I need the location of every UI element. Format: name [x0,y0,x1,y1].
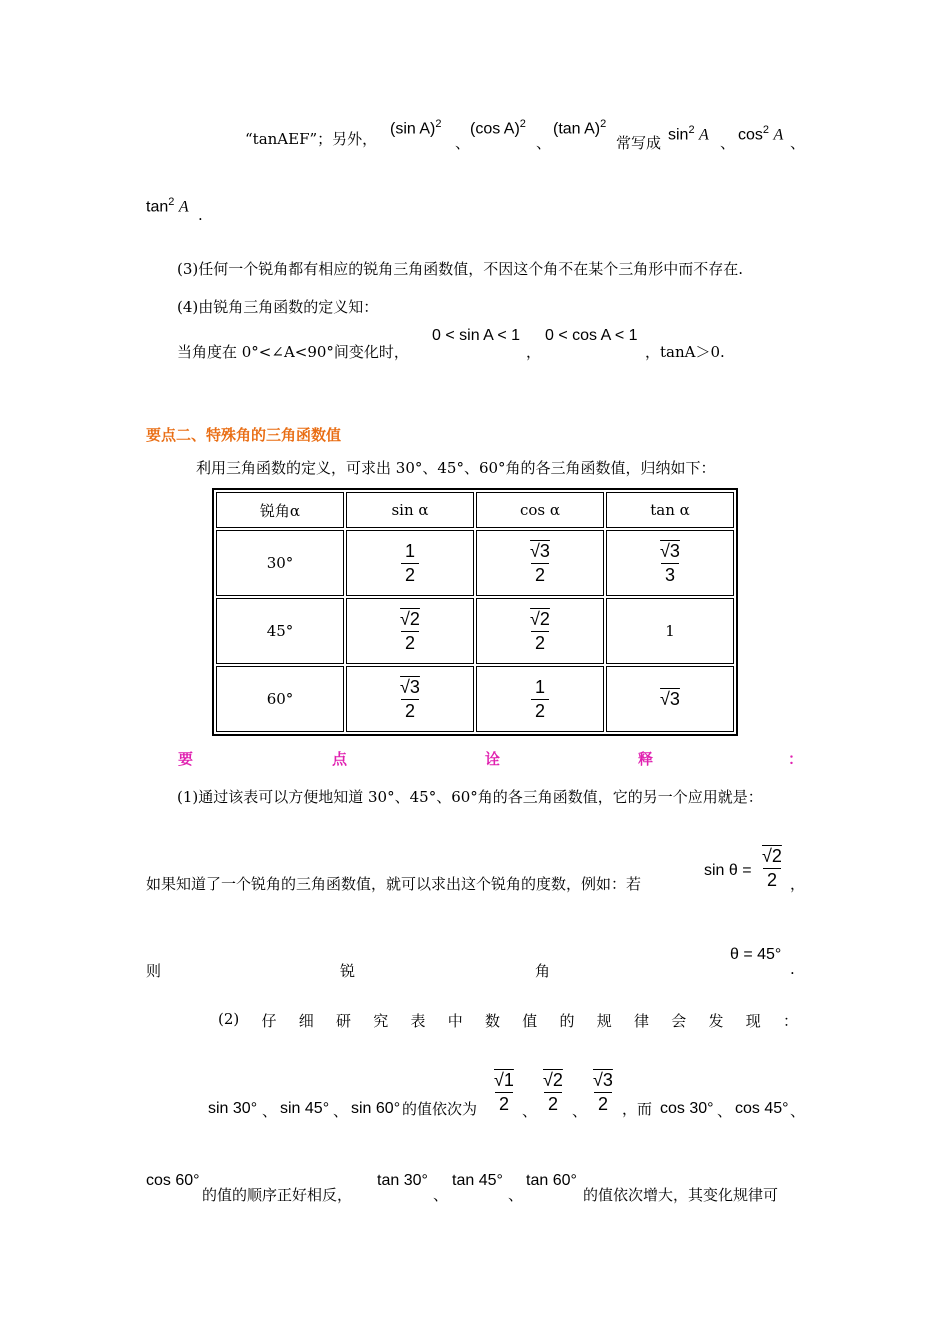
notes-heading-char: 点 [332,750,348,768]
expr-sin-theta: sin θ = [704,862,752,879]
expr-sin30: sin 30° [208,1100,258,1117]
para-3: (3)任何一个锐角都有相应的锐角三角函数值，不因这个角不在某个三角形中而不存在. [177,260,744,278]
para-5-text: 当角度在 0°<∠A<90°间变化时， [177,343,409,361]
expr-sin2A: $\sin^2 A$ [668,124,709,144]
sep: 、 [572,1102,588,1120]
expr-theta-45: θ = 45° [730,946,782,963]
fraction: $\frac{√3}{2}$ [593,1070,613,1114]
text: 的值的顺序正好相反， [202,1186,353,1204]
note-1: (1)通过该表可以方便地知道 30°、45°、60°角的各三角函数值，它的另一个应用就是： [177,788,763,806]
written-as: 常写成 [616,134,662,152]
header-angle: 锐角α [216,492,344,528]
angle-45: 45° [216,598,344,664]
table-row [216,598,734,664]
header-tan: tan α [606,492,734,528]
expr-tan45: tan 45° [452,1172,503,1189]
fraction: $\frac{√3}{2}$ [530,540,550,585]
para-4: (4)由锐角三角函数的定义知： [177,298,379,316]
tan-45: 1 [606,598,734,664]
tan-positive: ，tanA＞0. [645,343,725,361]
sep: 、 [536,134,552,152]
expr-cos60: cos 60° [146,1172,200,1189]
expr-cos30: cos 30° [660,1100,714,1117]
expr-tanA-sq: (tan A)$^2$ [553,118,607,138]
fraction: $\frac{√1}{2}$ [494,1070,514,1114]
notes-heading-char: 释 [638,750,654,768]
note-1b: 如果知道了一个锐角的三角函数值，就可以求出这个锐角的度数，例如：若 [146,875,642,893]
ineq-cos: 0 < cos A < 1 [545,327,638,344]
ineq-sin: 0 < sin A < 1 [432,327,521,344]
header-cos: cos α [476,492,604,528]
expr-cosA-sq: (cos A)$^2$ [470,118,526,138]
fraction: $\frac{√2}{2}$ [400,608,420,653]
word: 锐 [340,962,356,980]
period: . [790,960,795,978]
comma: ， [526,343,542,361]
sep: 、 [508,1186,524,1204]
sep: 、 [333,1102,349,1120]
expr-sinA-sq: (sin A)$^2$ [390,118,442,138]
word: 则 [146,962,162,980]
expr-tan60: tan 60° [526,1172,577,1189]
quote-text: “tanAEF”；另外， [245,130,378,148]
fraction: $\frac{1}{2}$ [531,677,549,722]
sep: 、 [455,134,471,152]
trig-table [212,488,738,736]
fraction: $\frac{√3}{2}$ [400,676,420,721]
notes-heading-char: ： [788,750,804,768]
line-tanaef [245,128,377,149]
sep: 、 [717,1102,733,1120]
table-row [216,530,734,596]
text: ，而 [622,1100,653,1118]
period: . [198,206,203,224]
angle-60: 60° [216,666,344,732]
note-2: (2) 仔 细 研 究 表 中 数 值 的 规 律 会 发 现 ： [218,1010,798,1030]
sep: 、 [720,134,736,152]
expr-tan2A: $\tan^2 A$ [146,196,189,216]
text: 的值依次增大，其变化规律可 [583,1186,779,1204]
notes-heading-char: 诠 [485,750,501,768]
text: 的值依次为 [402,1100,478,1118]
header-sin: sin α [346,492,474,528]
sep: 、 [522,1102,538,1120]
sep: 、 [262,1102,278,1120]
tan-60: √3 [606,666,734,732]
fraction: $\frac{1}{2}$ [401,541,419,586]
fraction: $\frac{√2}{2}$ [543,1070,563,1114]
expr-sin45: sin 45° [280,1100,330,1117]
sep: 、 [790,1102,806,1120]
sep: 、 [790,134,806,152]
word: 角 [535,962,551,980]
angle-30: 30° [216,530,344,596]
fraction: $\frac{√2}{2}$ [762,846,782,890]
section-title: 要点二、特殊角的三角函数值 [146,426,342,444]
expr-tan30: tan 30° [377,1172,428,1189]
fraction: $\frac{√2}{2}$ [530,608,550,653]
expr-sin60: sin 60° [351,1100,401,1117]
expr-cos45: cos 45° [735,1100,789,1117]
notes-heading-char: 要 [178,750,194,768]
sep: 、 [433,1186,449,1204]
fraction: $\frac{√3}{3}$ [660,540,680,585]
expr-cos2A: $\cos^2 A$ [738,124,784,144]
table-row [216,666,734,732]
section-intro: 利用三角函数的定义，可求出 30°、45°、60°角的各三角函数值，归纳如下： [196,459,716,477]
comma: ， [790,875,806,893]
